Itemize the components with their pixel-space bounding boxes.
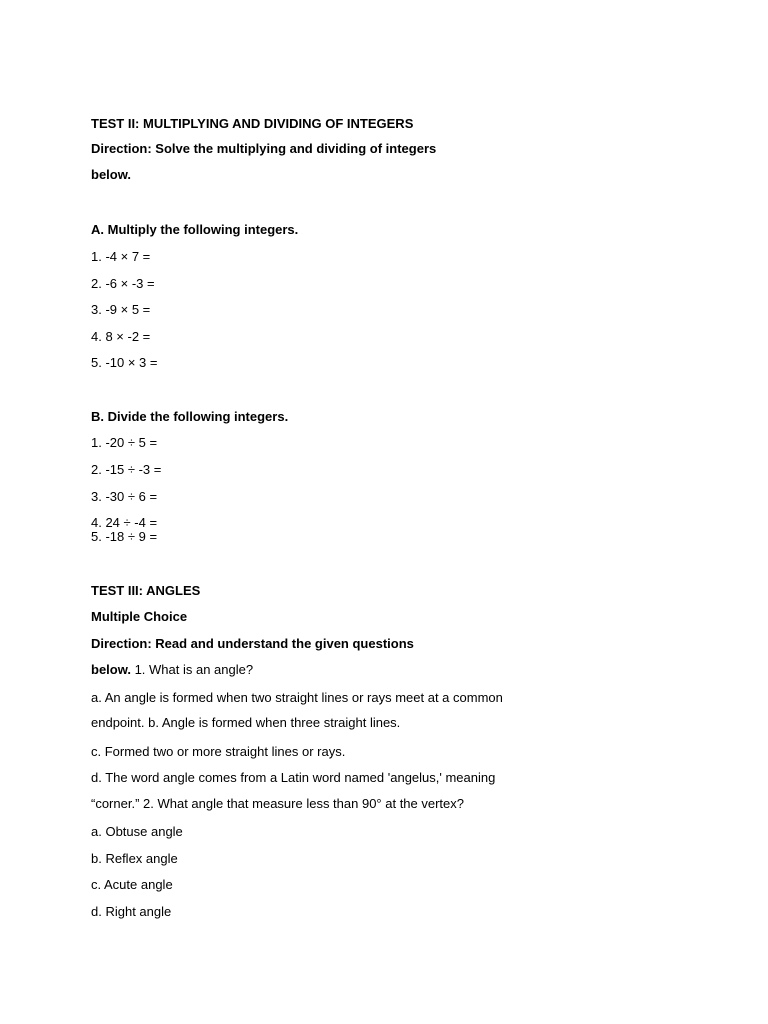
direction-below: below. (91, 662, 131, 677)
part-b-item-2: 2. -15 ÷ -3 = (91, 462, 162, 477)
q2-choice-c: c. Acute angle (91, 877, 173, 892)
part-b-heading: B. Divide the following integers. (91, 409, 289, 424)
q1-choice-c: c. Formed two or more straight lines or rays. (91, 744, 346, 759)
test3-direction: Direction: Read and understand the given questions (91, 636, 414, 651)
test2-direction-line2: below. (91, 167, 131, 182)
question-1 (91, 662, 253, 678)
q1-choice-a: a. An angle is formed when two straight lines or rays meet at a common (91, 690, 503, 705)
test2-direction-line1: Direction: Solve the multiplying and dividing of integers (91, 141, 437, 156)
q2-choice-d: d. Right angle (91, 904, 172, 919)
part-b-item-1: 1. -20 ÷ 5 = (91, 435, 158, 450)
part-a-item-5: 5. -10 × 3 = (91, 355, 158, 370)
part-a-item-1: 1. -4 × 7 = (91, 249, 151, 264)
q1-choice-d: d. The word angle comes from a Latin word named 'angelus,' meaning (91, 770, 496, 785)
q1-choice-d-cont: “corner.” 2. What angle that measure less than 90° at the vertex? (91, 796, 465, 811)
test3-subtitle: Multiple Choice (91, 609, 188, 624)
part-b-item-4: 4. 24 ÷ -4 = (91, 515, 158, 530)
q2-choice-b: b. Reflex angle (91, 851, 178, 866)
part-a-heading: A. Multiply the following integers. (91, 222, 299, 237)
test3-title: TEST III: ANGLES (91, 583, 201, 598)
test2-title: TEST II: MULTIPLYING AND DIVIDING OF INTEGERS (91, 116, 414, 131)
part-a-item-4: 4. 8 × -2 = (91, 329, 151, 344)
part-b-item-3: 3. -30 ÷ 6 = (91, 489, 158, 504)
q1-choice-a-cont: endpoint. b. Angle is formed when three straight lines. (91, 715, 401, 730)
part-b-item-5: 5. -18 ÷ 9 = (91, 529, 158, 544)
question-1-text: 1. What is an angle? (130, 662, 254, 677)
part-a-item-2: 2. -6 × -3 = (91, 276, 155, 291)
q2-choice-a: a. Obtuse angle (91, 824, 183, 839)
part-a-item-3: 3. -9 × 5 = (91, 302, 151, 317)
